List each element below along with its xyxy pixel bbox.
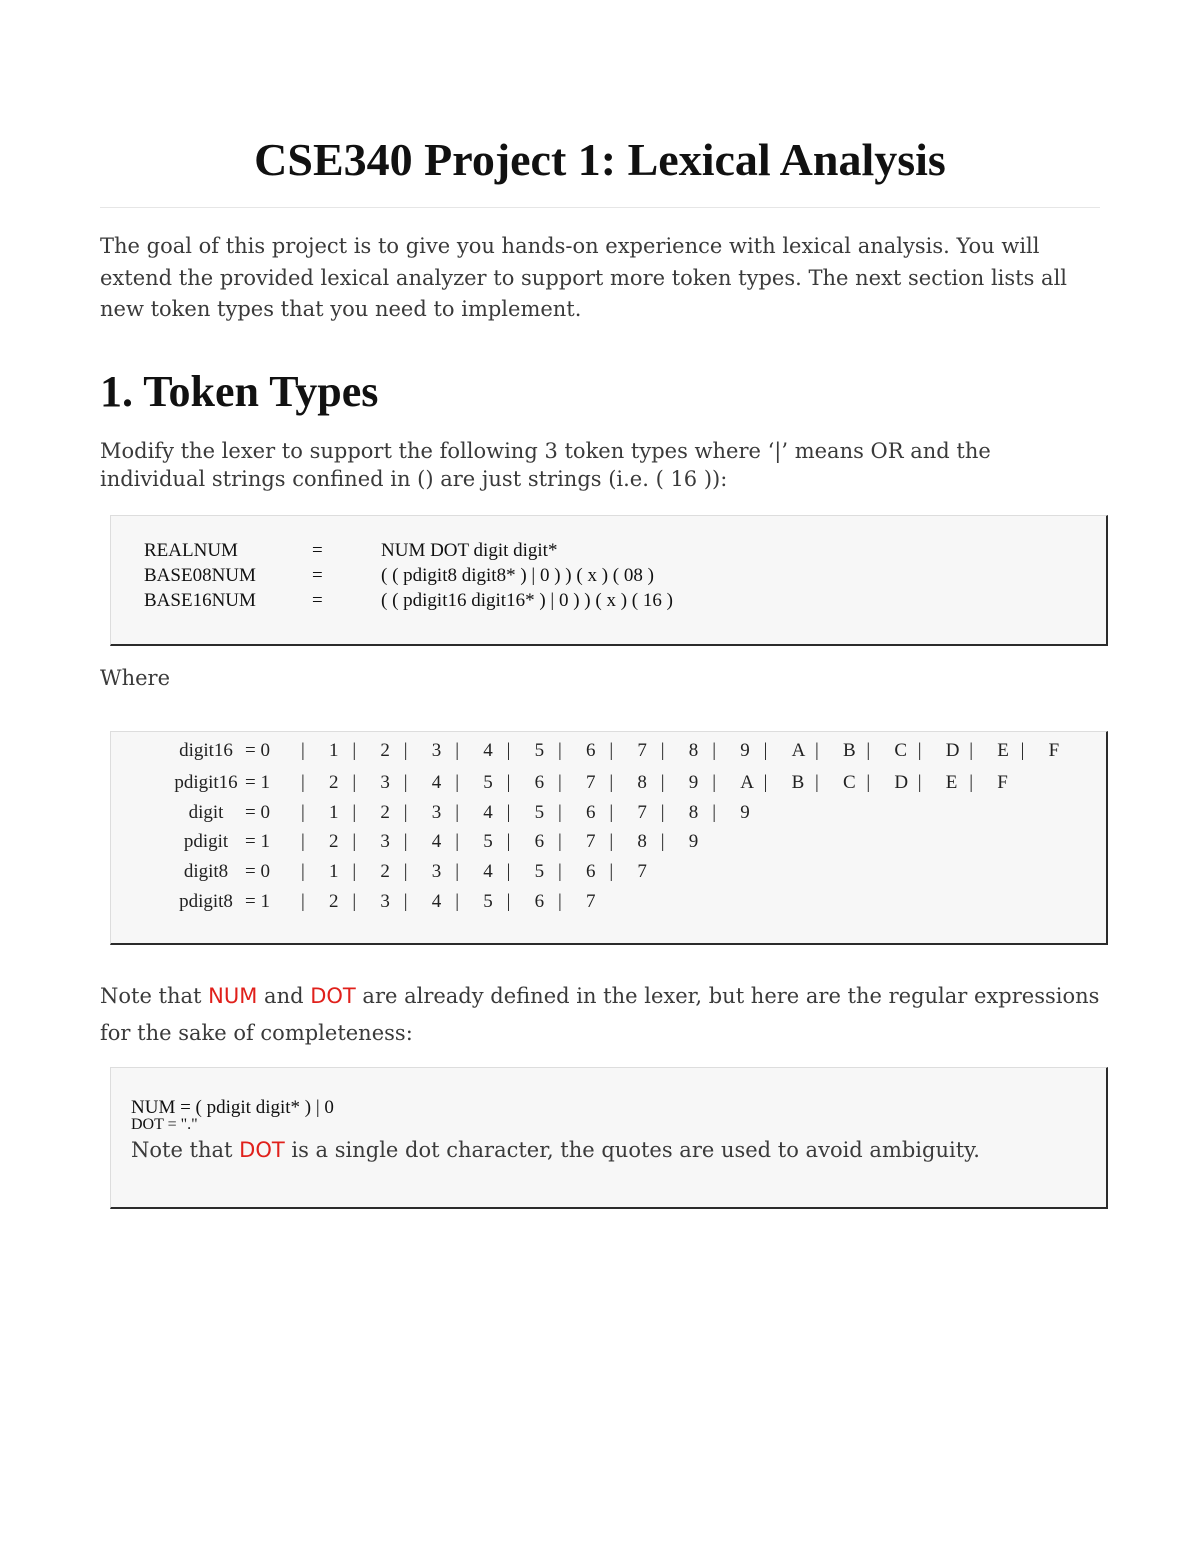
or-separator: |: [506, 831, 511, 852]
grammar-expression: ( ( pdigit8 digit8* ) | 0 ) ) ( x ) ( 08 ): [381, 565, 654, 586]
or-separator: |: [301, 740, 305, 761]
digit-value: 8: [688, 740, 699, 761]
digit-value: 6: [534, 772, 545, 793]
or-separator: |: [403, 740, 408, 761]
or-separator: |: [558, 802, 562, 823]
dot-note: [131, 1136, 980, 1164]
digit-value: 7: [637, 740, 647, 761]
or-separator: |: [917, 740, 922, 761]
or-separator: |: [969, 740, 973, 761]
or-separator: |: [403, 861, 408, 882]
digit-class-first: = 1: [245, 891, 270, 912]
digit-definition-row: [111, 772, 1109, 798]
digit-value: 7: [637, 861, 647, 882]
digit-value: 2: [329, 772, 339, 793]
digit-value: 5: [534, 740, 545, 761]
digit-value: 6: [534, 831, 545, 852]
or-separator: |: [352, 772, 357, 793]
digit-value: F: [1048, 740, 1060, 761]
digit-value: 2: [329, 891, 339, 912]
dot-note-pre: Note that: [131, 1138, 240, 1162]
or-separator: |: [660, 802, 665, 823]
or-separator: |: [660, 772, 665, 793]
digit-value: 9: [740, 740, 750, 761]
or-separator: |: [403, 831, 408, 852]
digit-value: 7: [586, 772, 596, 793]
digit-class-first: = 0: [245, 861, 270, 882]
digit-definitions-block: [110, 731, 1108, 945]
digit-class-first: = 1: [245, 831, 270, 852]
or-separator: |: [455, 861, 459, 882]
digit-value: 4: [431, 772, 442, 793]
or-separator: |: [660, 831, 665, 852]
digit-value: A: [740, 772, 754, 793]
digit-class-name: digit: [188, 802, 224, 823]
digit-value: 6: [586, 740, 596, 761]
digit-value: 8: [637, 831, 647, 852]
grammar-token-name: REALNUM: [144, 540, 238, 561]
title-divider: [100, 207, 1100, 208]
grammar-equals: =: [312, 590, 323, 611]
digit-value: 6: [586, 802, 596, 823]
digit-value: 9: [740, 802, 750, 823]
or-separator: |: [660, 740, 665, 761]
grammar-row: [144, 565, 1044, 590]
digit-value: 4: [431, 891, 442, 912]
or-separator: |: [609, 772, 614, 793]
digit-value: 7: [637, 802, 647, 823]
digit-value: 2: [380, 861, 390, 882]
grammar-row: [144, 540, 1044, 565]
or-separator: |: [403, 802, 408, 823]
digit-value: 7: [586, 831, 596, 852]
digit-class-name: digit8: [183, 861, 229, 882]
digit-value: 3: [431, 861, 442, 882]
digit-definition-row: [111, 802, 1109, 828]
num-dot-definitions-block: [110, 1067, 1108, 1209]
digit-value: 9: [688, 831, 699, 852]
digit-value: E: [997, 740, 1009, 761]
or-separator: |: [712, 772, 716, 793]
or-separator: |: [301, 802, 305, 823]
or-separator: |: [969, 772, 973, 793]
digit-value: 3: [431, 802, 442, 823]
num-keyword: NUM: [208, 984, 258, 1008]
digit-class-first: = 0: [245, 802, 270, 823]
dot-definition: DOT = ".": [131, 1116, 198, 1133]
digit-value: 5: [483, 831, 493, 852]
or-separator: |: [609, 861, 614, 882]
or-separator: |: [712, 740, 716, 761]
digit-value: 2: [329, 831, 339, 852]
or-separator: |: [506, 772, 511, 793]
or-separator: |: [609, 740, 614, 761]
where-label: Where: [100, 666, 171, 690]
or-separator: |: [558, 891, 562, 912]
digit-value: 7: [586, 891, 596, 912]
or-separator: |: [815, 740, 819, 761]
digit-definition-row: [111, 831, 1109, 857]
digit-value: D: [945, 740, 960, 761]
or-separator: |: [352, 831, 357, 852]
note-pre: Note that: [100, 984, 209, 1008]
digit-value: 3: [431, 740, 442, 761]
grammar-expression: ( ( pdigit16 digit16* ) | 0 ) ) ( x ) ( 16 ): [381, 590, 673, 611]
or-separator: |: [609, 831, 614, 852]
dot-note-post: is a single dot character, the quotes are used to avoid ambiguity.: [284, 1138, 980, 1162]
digit-value: 4: [483, 802, 493, 823]
digit-value: 1: [329, 802, 339, 823]
digit-class-name: pdigit8: [179, 891, 233, 912]
or-separator: |: [1020, 740, 1025, 761]
or-separator: |: [301, 861, 305, 882]
or-separator: |: [403, 772, 408, 793]
digit-class-first: = 0: [245, 740, 270, 761]
or-separator: |: [403, 891, 408, 912]
digit-value: 5: [534, 861, 545, 882]
digit-value: 4: [431, 831, 442, 852]
digit-definition-row: [111, 861, 1109, 887]
or-separator: |: [506, 861, 511, 882]
dot-note-keyword: DOT: [239, 1138, 285, 1162]
digit-value: D: [894, 772, 909, 793]
grammar-row: [144, 590, 1044, 615]
digit-value: C: [894, 740, 908, 761]
digit-value: 3: [380, 831, 390, 852]
or-separator: |: [352, 740, 357, 761]
grammar-equals: =: [312, 540, 323, 561]
digit-value: 5: [534, 802, 545, 823]
digit-value: 4: [483, 740, 493, 761]
or-separator: |: [455, 772, 459, 793]
digit-value: 8: [637, 772, 647, 793]
or-separator: |: [455, 802, 459, 823]
digit-class-name: pdigit: [183, 831, 229, 852]
digit-value: 2: [380, 740, 390, 761]
or-separator: |: [301, 831, 305, 852]
or-separator: |: [455, 740, 459, 761]
or-separator: |: [558, 831, 562, 852]
or-separator: |: [558, 772, 562, 793]
digit-value: 1: [329, 740, 339, 761]
grammar-expression: NUM DOT digit digit*: [381, 540, 558, 561]
or-separator: |: [455, 891, 459, 912]
dot-keyword: DOT: [310, 984, 356, 1008]
or-separator: |: [506, 802, 511, 823]
digit-value: 6: [534, 891, 545, 912]
or-separator: |: [506, 891, 511, 912]
or-separator: |: [558, 861, 562, 882]
grammar-token-name: BASE16NUM: [144, 590, 256, 611]
or-separator: |: [763, 740, 768, 761]
digit-value: B: [843, 740, 856, 761]
or-separator: |: [455, 831, 459, 852]
or-separator: |: [352, 891, 357, 912]
digit-value: 2: [380, 802, 390, 823]
or-separator: |: [301, 772, 305, 793]
or-separator: |: [866, 772, 871, 793]
digit-value: F: [997, 772, 1008, 793]
or-separator: |: [917, 772, 922, 793]
note-paragraph: [100, 978, 1100, 1052]
or-separator: |: [712, 802, 716, 823]
section-heading-token-types: 1. Token Types: [100, 367, 379, 416]
or-separator: |: [352, 861, 357, 882]
digit-definition-row: [111, 891, 1109, 917]
or-separator: |: [609, 802, 614, 823]
grammar-code-block: [110, 515, 1108, 646]
digit-class-name: digit16: [179, 740, 233, 761]
or-separator: |: [301, 891, 305, 912]
digit-value: B: [791, 772, 805, 793]
digit-value: 3: [380, 772, 390, 793]
grammar-rules: [144, 540, 1044, 615]
digit-value: E: [945, 772, 958, 793]
or-separator: |: [352, 802, 357, 823]
note-post: are already defined in the lexer, but here are the regular expressions for the sake of completeness:: [100, 984, 1100, 1045]
digit-value: C: [843, 772, 856, 793]
digit-value: 9: [688, 772, 699, 793]
digit-value: 5: [483, 891, 493, 912]
digit-value: 3: [380, 891, 390, 912]
digit-value: 8: [688, 802, 699, 823]
digit-class-first: = 1: [245, 772, 270, 793]
grammar-token-name: BASE08NUM: [144, 565, 256, 586]
digit-value: 4: [483, 861, 493, 882]
modify-paragraph: Modify the lexer to support the following 3 token types where ‘|’ means OR and the individual strings confined in () are just strings (i.e. ( 16 )):: [100, 439, 991, 491]
or-separator: |: [558, 740, 562, 761]
or-separator: |: [763, 772, 768, 793]
digit-definitions: [111, 732, 1109, 946]
digit-class-name: pdigit16: [174, 772, 238, 793]
or-separator: |: [506, 740, 511, 761]
grammar-equals: =: [312, 565, 323, 586]
or-separator: |: [866, 740, 871, 761]
digit-value: A: [791, 740, 806, 761]
note-and: and: [257, 984, 311, 1008]
num-definition: NUM = ( pdigit digit* ) | 0: [131, 1097, 334, 1118]
page-title: CSE340 Project 1: Lexical Analysis: [254, 134, 946, 185]
or-separator: |: [815, 772, 819, 793]
digit-value: 1: [329, 861, 339, 882]
intro-paragraph: The goal of this project is to give you hands-on experience with lexical analysis. You will extend the provided lexical analyzer to support more token types. The next section lists all new token types that you need to implement.: [100, 234, 1068, 321]
digit-definition-row: [111, 740, 1109, 766]
digit-value: 5: [483, 772, 493, 793]
digit-value: 6: [586, 861, 596, 882]
